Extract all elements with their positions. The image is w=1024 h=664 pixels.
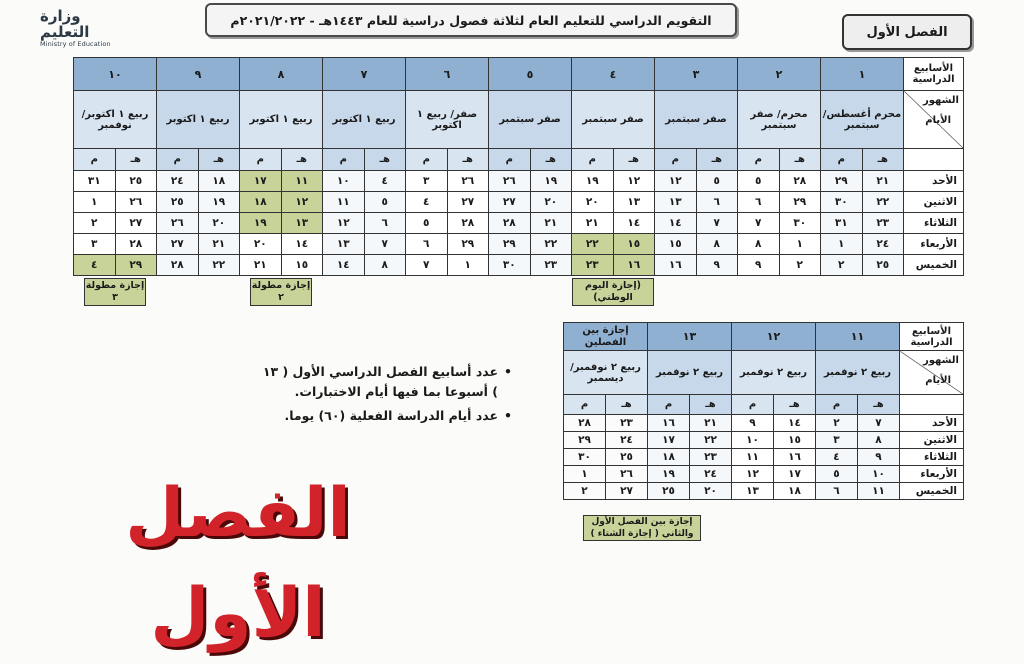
break-header: إجازة بين الفصلين: [564, 323, 648, 351]
day-name: الأربعاء: [900, 466, 964, 483]
big-term-title: الفصل الأول: [125, 474, 351, 653]
gregorian-date: ٢٩: [489, 234, 531, 255]
hijri-date: ١٥: [774, 432, 816, 449]
bullet-weeks-count: • عدد أسابيع الفصل الدراسي الأول ( ١٣ ) أسبوعا بما فيها أيام الاختبارات.: [262, 362, 512, 402]
gregorian-label: م: [74, 149, 116, 171]
month-label: ربيع ٢ نوفمبر: [732, 351, 816, 395]
gregorian-label: م: [157, 149, 199, 171]
gregorian-date: ١٢: [655, 171, 697, 192]
winter-break-note: إجازة بين الفصل الأول والثاني ( إجازة الشتاء ): [583, 515, 701, 541]
month-label: صفر/ ربيع ١ اكتوبر: [406, 91, 489, 149]
hijri-date: ٧: [858, 415, 900, 432]
note-spacer: [406, 276, 489, 316]
hijri-label: هـ: [613, 149, 655, 171]
gregorian-date: ١٦: [648, 415, 690, 432]
hijri-date: ١٠: [858, 466, 900, 483]
gregorian-label: م: [655, 149, 697, 171]
gregorian-date: ٢٠: [240, 234, 282, 255]
hijri-date: ٢٠: [530, 192, 572, 213]
table-row: [564, 466, 964, 483]
table-row: [74, 149, 964, 171]
week-number: ١١: [816, 323, 900, 351]
table-row: [564, 323, 964, 351]
note-spacer: [904, 276, 964, 316]
hijri-date: ٢١: [530, 213, 572, 234]
gregorian-date: ٧: [406, 255, 448, 276]
hijri-date: ١٥: [281, 255, 323, 276]
gregorian-date: ٢١: [240, 255, 282, 276]
day-name: الاثنين: [904, 192, 964, 213]
day-name: الخميس: [900, 483, 964, 500]
table-row: [74, 171, 964, 192]
hijri-date: ٢٩: [115, 255, 157, 276]
months-corner-label: الشهور: [923, 355, 959, 366]
day-name: الثلاثاء: [900, 449, 964, 466]
hijri-date: ١٨: [198, 171, 240, 192]
table-row: [74, 58, 964, 91]
months-days-corner: [904, 91, 964, 149]
hijri-date: ٢٩: [779, 192, 821, 213]
hijri-date: ٢٠: [198, 213, 240, 234]
hijri-date: ٦: [696, 192, 738, 213]
hijri-label: هـ: [774, 395, 816, 415]
gregorian-label: م: [572, 149, 614, 171]
bullet-study-days: • عدد أيام الدراسة الفعلية (٦٠) يوما.: [262, 406, 512, 426]
gregorian-date: ٣٠: [489, 255, 531, 276]
gregorian-date: ٩: [732, 415, 774, 432]
hijri-date: ٢: [779, 255, 821, 276]
table-row: [74, 213, 964, 234]
week-number: ١٣: [648, 323, 732, 351]
hijri-date: ١٢: [281, 192, 323, 213]
long-weekend-3-note: إجازة مطولة ٣: [84, 278, 146, 306]
gregorian-date: ٦: [816, 483, 858, 500]
hijri-date: ٢٥: [606, 449, 648, 466]
week-number: ١: [821, 58, 904, 91]
note-spacer: [821, 276, 904, 316]
hijri-date: ٧: [696, 213, 738, 234]
gregorian-date: ٥: [406, 213, 448, 234]
week-number: ٨: [240, 58, 323, 91]
hijri-label: هـ: [690, 395, 732, 415]
month-label: صفر سبتمبر: [489, 91, 572, 149]
gregorian-label: م: [489, 149, 531, 171]
note-spacer: [323, 276, 406, 316]
hijri-date: ٢٦: [447, 171, 489, 192]
gregorian-date: ١٤: [655, 213, 697, 234]
break-months-label: ربيع ٢ نوفمبر/ ديسمبر: [564, 351, 648, 395]
weeks-corner-label: الأسابيع الدراسية: [900, 323, 964, 351]
note-spacer: [489, 276, 572, 316]
gregorian-date: ٢٧: [489, 192, 531, 213]
hijri-date: ٢٧: [606, 483, 648, 500]
hijri-label: هـ: [447, 149, 489, 171]
hijri-date: ٩: [858, 449, 900, 466]
gregorian-date: ١٣: [655, 192, 697, 213]
gregorian-date: ٢٣: [572, 255, 614, 276]
gregorian-date: ١: [74, 192, 116, 213]
calendar-table-weeks-11-13: [563, 322, 964, 500]
note-spacer: [74, 276, 157, 316]
week-number: ٩: [157, 58, 240, 91]
gregorian-date: ١٨: [240, 192, 282, 213]
note-spacer: [738, 276, 821, 316]
gregorian-date: ١٩: [648, 466, 690, 483]
table-row: [564, 483, 964, 500]
logo-arabic: وزارة التعليم: [40, 7, 90, 41]
hijri-date: ١: [779, 234, 821, 255]
hijri-date: ٢٣: [690, 449, 732, 466]
gregorian-date: ١٧: [240, 171, 282, 192]
term-label: الفصل الأول: [842, 14, 972, 50]
gregorian-label: م: [648, 395, 690, 415]
gregorian-date: ٢: [821, 255, 863, 276]
hijri-date: ٢٣: [530, 255, 572, 276]
gregorian-date: ٣: [406, 171, 448, 192]
gregorian-date: ١٢: [732, 466, 774, 483]
hijri-date: ٢٣: [606, 415, 648, 432]
gregorian-label: م: [821, 149, 863, 171]
day-name: الأربعاء: [904, 234, 964, 255]
table-row: [564, 351, 964, 395]
gregorian-date: ٢٥: [157, 192, 199, 213]
gregorian-date: ٣: [816, 432, 858, 449]
week-number: ٣: [655, 58, 738, 91]
gregorian-date: ٤: [816, 449, 858, 466]
hijri-label: هـ: [779, 149, 821, 171]
hijri-date: ١١: [281, 171, 323, 192]
table-row: [564, 415, 964, 432]
gregorian-date: ٣٠: [821, 192, 863, 213]
hijri-date: ٢٣: [862, 213, 904, 234]
day-name: الأحد: [904, 171, 964, 192]
gregorian-date: ٢٩: [564, 432, 606, 449]
hijri-date: ٢٦: [606, 466, 648, 483]
month-label: ربيع ١ اكتوبر/ نوفمبر: [74, 91, 157, 149]
month-label: ربيع ١ اكتوبر: [240, 91, 323, 149]
week-number: ٥: [489, 58, 572, 91]
note-spacer: [655, 276, 738, 316]
gregorian-label: م: [738, 149, 780, 171]
hijri-date: ٢٤: [690, 466, 732, 483]
month-label: ربيع ٢ نوفمبر: [816, 351, 900, 395]
gregorian-date: ٦: [406, 234, 448, 255]
gregorian-label: م: [323, 149, 365, 171]
calendar-table-weeks-1-10: [73, 57, 964, 316]
gregorian-date: ٢٨: [564, 415, 606, 432]
gregorian-date: ١٠: [323, 171, 365, 192]
hijri-date: ١٢: [613, 171, 655, 192]
national-day-note: (إجازة اليوم الوطني): [572, 278, 654, 306]
month-label: ربيع ١ اكتوبر: [157, 91, 240, 149]
month-label: محرم/ صفر سبتمبر: [738, 91, 821, 149]
table-row: [564, 395, 964, 415]
hijri-label: هـ: [198, 149, 240, 171]
gregorian-date: ١١: [323, 192, 365, 213]
hijri-date: ١٦: [613, 255, 655, 276]
hijri-date: ٨: [364, 255, 406, 276]
hijri-date: ٢٢: [530, 234, 572, 255]
month-label: ربيع ١ اكتوبر: [323, 91, 406, 149]
hijri-date: ٢٤: [606, 432, 648, 449]
gregorian-label: م: [816, 395, 858, 415]
week-number: ١٢: [732, 323, 816, 351]
hijri-label: هـ: [364, 149, 406, 171]
month-label: محرم أغسطس/ سبتمبر: [821, 91, 904, 149]
hijri-date: ١: [447, 255, 489, 276]
day-name: الاثنين: [900, 432, 964, 449]
calendar-title: التقويم الدراسي للتعليم العام لثلاثة فصول دراسية للعام ١٤٤٣هـ - ٢٠٢١/٢٠٢٢م: [205, 3, 737, 37]
note-spacer: [240, 276, 323, 316]
hijri-date: ٢٥: [115, 171, 157, 192]
gregorian-date: ١٥: [655, 234, 697, 255]
hijri-date: ١٨: [774, 483, 816, 500]
hijri-date: ٨: [696, 234, 738, 255]
gregorian-date: ٢٠: [572, 192, 614, 213]
months-corner-label: الشهور: [923, 95, 959, 106]
hijri-date: ٢٨: [447, 213, 489, 234]
spacer-cell: [904, 149, 964, 171]
days-corner-label: الأيام: [925, 115, 951, 126]
gregorian-date: ٧: [738, 213, 780, 234]
hijri-label: هـ: [530, 149, 572, 171]
gregorian-label: م: [732, 395, 774, 415]
hijri-date: ١٤: [281, 234, 323, 255]
hijri-date: ٢٦: [115, 192, 157, 213]
hijri-date: ٢٧: [115, 213, 157, 234]
table-row: [74, 276, 964, 316]
hijri-date: ١٤: [613, 213, 655, 234]
gregorian-date: ٣٠: [564, 449, 606, 466]
gregorian-date: ٥: [816, 466, 858, 483]
days-corner-label: الأيام: [925, 375, 951, 386]
hijri-label: هـ: [115, 149, 157, 171]
gregorian-date: ٢٤: [157, 171, 199, 192]
gregorian-date: ١٠: [732, 432, 774, 449]
gregorian-date: ٨: [738, 234, 780, 255]
gregorian-date: ٢٨: [157, 255, 199, 276]
gregorian-date: ٢٢: [572, 234, 614, 255]
gregorian-date: ٢٩: [821, 171, 863, 192]
week-number: ٢: [738, 58, 821, 91]
gregorian-date: ٤: [74, 255, 116, 276]
day-name: الأحد: [900, 415, 964, 432]
month-label: صفر سبتمبر: [655, 91, 738, 149]
long-weekend-2-note: إجازة مطولة ٢: [250, 278, 312, 306]
hijri-date: ٨: [858, 432, 900, 449]
hijri-date: ١٥: [613, 234, 655, 255]
hijri-date: ١٦: [774, 449, 816, 466]
table-row: [74, 234, 964, 255]
hijri-label: هـ: [696, 149, 738, 171]
hijri-date: ٢١: [690, 415, 732, 432]
week-number: ٤: [572, 58, 655, 91]
gregorian-date: ٢: [564, 483, 606, 500]
gregorian-date: ١٧: [648, 432, 690, 449]
hijri-date: ٢٧: [447, 192, 489, 213]
hijri-date: ٢٩: [447, 234, 489, 255]
gregorian-date: ١: [564, 466, 606, 483]
hijri-label: هـ: [606, 395, 648, 415]
hijri-date: ١٩: [530, 171, 572, 192]
hijri-date: ٢١: [198, 234, 240, 255]
day-name: الثلاثاء: [904, 213, 964, 234]
hijri-date: ٢٨: [115, 234, 157, 255]
gregorian-date: ٢٥: [648, 483, 690, 500]
gregorian-date: ١٣: [323, 234, 365, 255]
gregorian-date: ٤: [406, 192, 448, 213]
hijri-date: ٢٤: [862, 234, 904, 255]
hijri-date: ٥: [696, 171, 738, 192]
hijri-date: ٦: [364, 213, 406, 234]
table-row: [74, 192, 964, 213]
gregorian-date: ٢١: [572, 213, 614, 234]
hijri-date: ١٣: [613, 192, 655, 213]
gregorian-label: م: [240, 149, 282, 171]
gregorian-date: ١: [821, 234, 863, 255]
hijri-date: ٢١: [862, 171, 904, 192]
note-spacer: [157, 276, 240, 316]
hijri-date: ١٧: [774, 466, 816, 483]
table-row: [564, 449, 964, 466]
week-number: ٦: [406, 58, 489, 91]
hijri-date: ٢٠: [690, 483, 732, 500]
note-spacer: [572, 276, 655, 316]
gregorian-date: ٣: [74, 234, 116, 255]
hijri-label: هـ: [862, 149, 904, 171]
day-name: الخميس: [904, 255, 964, 276]
gregorian-date: ٥: [738, 171, 780, 192]
gregorian-date: ٢: [74, 213, 116, 234]
spacer-cell: [900, 395, 964, 415]
gregorian-label: م: [406, 149, 448, 171]
hijri-label: هـ: [858, 395, 900, 415]
hijri-date: ٥: [364, 192, 406, 213]
hijri-date: ٢٥: [862, 255, 904, 276]
gregorian-date: ١٣: [732, 483, 774, 500]
month-label: ربيع ٢ نوفمبر: [648, 351, 732, 395]
ministry-logo: [40, 8, 130, 48]
month-label: صفر سبتمبر: [572, 91, 655, 149]
gregorian-date: ٢٦: [157, 213, 199, 234]
hijri-date: ٢٢: [862, 192, 904, 213]
hijri-label: هـ: [281, 149, 323, 171]
hijri-date: ٢٨: [779, 171, 821, 192]
week-number: ١٠: [74, 58, 157, 91]
gregorian-date: ١٩: [572, 171, 614, 192]
gregorian-date: ١٦: [655, 255, 697, 276]
table-row: [564, 432, 964, 449]
table-row: [74, 91, 964, 149]
hijri-date: ٣٠: [779, 213, 821, 234]
gregorian-date: ٣١: [74, 171, 116, 192]
hijri-date: ١٩: [198, 192, 240, 213]
months-days-corner: [900, 351, 964, 395]
gregorian-date: ١١: [732, 449, 774, 466]
gregorian-date: ٣١: [821, 213, 863, 234]
hijri-date: ٢٢: [690, 432, 732, 449]
week-number: ٧: [323, 58, 406, 91]
gregorian-date: ١٨: [648, 449, 690, 466]
gregorian-date: ١٩: [240, 213, 282, 234]
hijri-date: ١١: [858, 483, 900, 500]
gregorian-date: ٢٧: [157, 234, 199, 255]
hijri-date: ٧: [364, 234, 406, 255]
gregorian-date: ١٤: [323, 255, 365, 276]
hijri-date: ١٣: [281, 213, 323, 234]
gregorian-date: ٢٦: [489, 171, 531, 192]
hijri-date: ١٤: [774, 415, 816, 432]
weeks-corner-label: الأسابيع الدراسية: [904, 58, 964, 91]
logo-english: Ministry of Education: [40, 40, 111, 48]
table-row: [74, 255, 964, 276]
gregorian-label: م: [564, 395, 606, 415]
gregorian-date: ٦: [738, 192, 780, 213]
gregorian-date: ٩: [738, 255, 780, 276]
gregorian-date: ٢٨: [489, 213, 531, 234]
hijri-date: ٤: [364, 171, 406, 192]
hijri-date: ٢٢: [198, 255, 240, 276]
gregorian-date: ١٢: [323, 213, 365, 234]
hijri-date: ٩: [696, 255, 738, 276]
info-bullets: [262, 362, 512, 430]
gregorian-date: ٢: [816, 415, 858, 432]
